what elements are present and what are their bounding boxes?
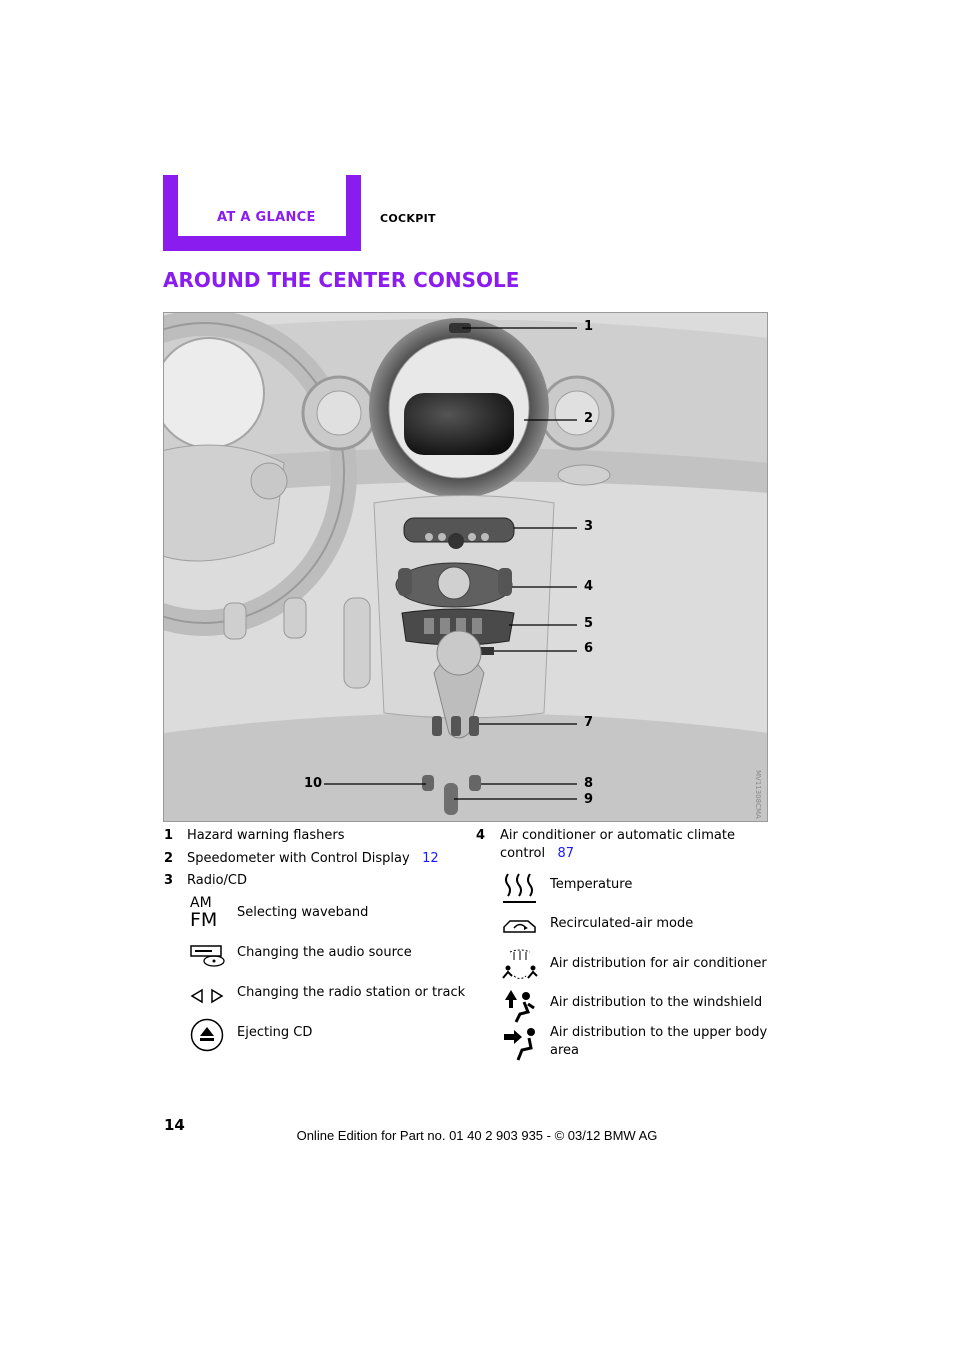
callout-6: 6 (584, 641, 594, 656)
item-2-page-link[interactable]: 12 (422, 851, 439, 866)
callout-7: 7 (584, 715, 594, 730)
air-distribution-ac-icon (500, 948, 540, 986)
callout-3: 3 (584, 519, 594, 534)
radio-icon-label-station: Changing the radio station or track (237, 985, 466, 1000)
climate-icon-label-ac: Air distribution for air conditioner (550, 956, 767, 971)
center-console-illustration (163, 312, 768, 822)
item-4-label-line1: Air conditioner or automatic climate (500, 828, 735, 843)
item-1-label: Hazard warning flashers (187, 828, 345, 843)
am-fm-icon: AM FM (190, 895, 218, 931)
air-windshield-icon (502, 988, 538, 1028)
eject-icon (190, 1018, 224, 1056)
climate-icon-label-windshield: Air distribution to the windshield (550, 995, 763, 1010)
temperature-icon (502, 870, 538, 910)
radio-icon-label-eject: Ejecting CD (237, 1025, 313, 1040)
item-3-number: 3 (164, 873, 174, 888)
chapter-tab-label[interactable]: AT A GLANCE (217, 210, 316, 225)
air-upper-body-icon (502, 1026, 538, 1066)
callout-5: 5 (584, 616, 594, 631)
item-4-number: 4 (476, 828, 486, 843)
callout-10: 10 (304, 776, 323, 791)
recirculated-air-icon (502, 916, 538, 940)
audio-source-icon (190, 944, 226, 972)
callout-1: 1 (584, 319, 594, 334)
console-drawing (164, 313, 768, 822)
radio-icon-label-source: Changing the audio source (237, 945, 412, 960)
item-4-page-link[interactable]: 87 (557, 846, 575, 861)
footer-edition-note: Online Edition for Part no. 01 40 2 903 935 - © 03/12 BMW AG (296, 1128, 658, 1143)
climate-icon-label-upper-body-line1: Air distribution to the upper body (550, 1025, 768, 1040)
item-4-label-line2: control 87 (500, 846, 575, 861)
climate-icon-label-recirculation: Recirculated-air mode (550, 916, 694, 931)
station-track-arrows-icon (190, 988, 226, 1008)
figure-code: MV11308CMA (754, 770, 762, 819)
page-number: 14 (164, 1116, 185, 1134)
item-2-number: 2 (164, 851, 174, 866)
item-1-number: 1 (164, 828, 174, 843)
radio-icon-label-waveband: Selecting waveband (237, 905, 369, 920)
callout-4: 4 (584, 579, 594, 594)
climate-icon-label-upper-body-line2: area (550, 1043, 579, 1058)
item-3-label: Radio/CD (187, 873, 247, 888)
climate-icon-label-temperature: Temperature (550, 877, 633, 892)
page-title: AROUND THE CENTER CONSOLE (163, 268, 520, 292)
callout-9: 9 (584, 792, 594, 807)
callout-8: 8 (584, 776, 594, 791)
callout-2: 2 (584, 411, 594, 426)
item-2-label: Speedometer with Control Display 12 (187, 851, 439, 866)
section-label: COCKPIT (380, 212, 436, 225)
